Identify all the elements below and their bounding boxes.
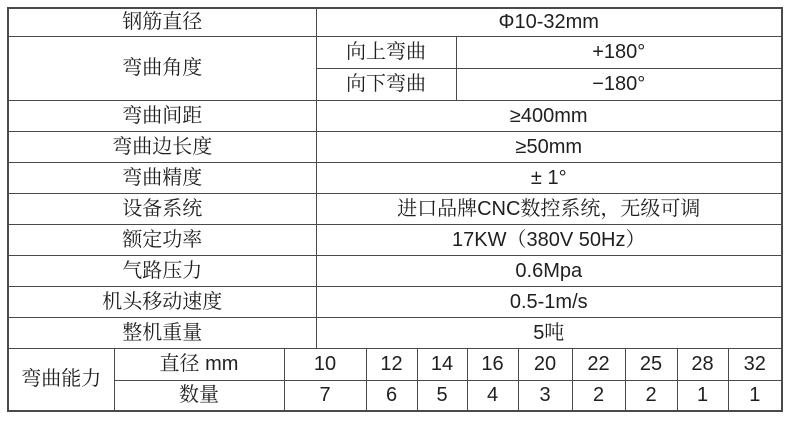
capacity-diameter-cell: 25	[625, 348, 677, 380]
spec-label-equipment-system: 设备系统	[8, 193, 316, 224]
table-row	[8, 224, 782, 255]
spec-label-bending-precision: 弯曲精度	[8, 162, 316, 193]
capacity-diameter-cell: 12	[366, 348, 417, 380]
spec-sublabel-bend-down: 向下弯曲	[316, 68, 456, 100]
capacity-quantity-cell: 4	[467, 380, 518, 411]
spec-label-bending-capacity: 弯曲能力	[8, 348, 114, 411]
capacity-diameter-cell: 20	[518, 348, 572, 380]
spec-label-rebar-diameter: 钢筋直径	[8, 8, 316, 36]
capacity-diameter-header: 直径 mm	[114, 348, 284, 380]
spec-label-bending-spacing: 弯曲间距	[8, 100, 316, 131]
spec-label-rated-power: 额定功率	[8, 224, 316, 255]
spec-value-rated-power: 17KW（380V 50Hz）	[316, 224, 782, 255]
spec-value-bend-down: −180°	[456, 68, 782, 100]
spec-value-equipment-system: 进口品牌CNC数控系统，无级可调	[316, 193, 782, 224]
table-row	[8, 162, 782, 193]
table-row	[8, 36, 782, 68]
capacity-quantity-cell: 3	[518, 380, 572, 411]
capacity-quantity-cell: 7	[284, 380, 366, 411]
capacity-quantity-cell: 2	[572, 380, 625, 411]
table-row	[8, 8, 782, 36]
spec-value-bending-precision: ± 1°	[316, 162, 782, 193]
spec-label-air-pressure: 气路压力	[8, 255, 316, 286]
capacity-quantity-cell: 5	[417, 380, 467, 411]
table-row	[8, 348, 782, 380]
spec-label-bend-side-length: 弯曲边长度	[8, 131, 316, 162]
spec-value-head-moving-speed: 0.5-1m/s	[316, 286, 782, 317]
spec-value-rebar-diameter: Φ10-32mm	[316, 8, 782, 36]
capacity-quantity-cell: 1	[677, 380, 728, 411]
spec-table	[7, 7, 783, 412]
spec-value-air-pressure: 0.6Mpa	[316, 255, 782, 286]
table-row	[8, 131, 782, 162]
table-row	[8, 286, 782, 317]
capacity-quantity-cell: 1	[728, 380, 782, 411]
spec-value-bend-up: +180°	[456, 36, 782, 68]
spec-value-machine-weight: 5吨	[316, 317, 782, 348]
capacity-diameter-cell: 22	[572, 348, 625, 380]
table-row	[8, 317, 782, 348]
capacity-diameter-cell: 32	[728, 348, 782, 380]
capacity-diameter-cell: 16	[467, 348, 518, 380]
capacity-quantity-header: 数量	[114, 380, 284, 411]
spec-sublabel-bend-up: 向上弯曲	[316, 36, 456, 68]
table-row	[8, 380, 782, 411]
capacity-quantity-cell: 6	[366, 380, 417, 411]
spec-label-machine-weight: 整机重量	[8, 317, 316, 348]
spec-value-bending-spacing: ≥400mm	[316, 100, 782, 131]
spec-value-bend-side-length: ≥50mm	[316, 131, 782, 162]
table-row	[8, 193, 782, 224]
capacity-diameter-cell: 10	[284, 348, 366, 380]
capacity-diameter-cell: 28	[677, 348, 728, 380]
spec-label-head-moving-speed: 机头移动速度	[8, 286, 316, 317]
capacity-quantity-cell: 2	[625, 380, 677, 411]
table-row	[8, 255, 782, 286]
table-row	[8, 100, 782, 131]
capacity-diameter-cell: 14	[417, 348, 467, 380]
spec-label-bending-angle: 弯曲角度	[8, 36, 316, 100]
